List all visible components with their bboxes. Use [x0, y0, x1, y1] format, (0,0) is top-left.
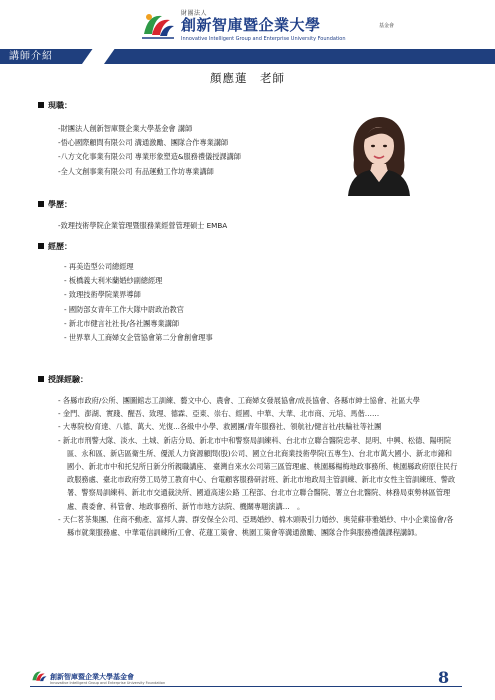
- org-english-name: Innovative Intelligent Group and Enterprise University Foundation: [181, 36, 346, 42]
- bullet-square-icon: [38, 102, 44, 108]
- list-item: - 板橋義大利米蘭婚紗副總經理: [64, 276, 163, 286]
- list-item: - 各縣市政府/公所、團圖館志工訓練、藝文中心、農會、工商婦女發展協會/成長協會、各縣市紳士協會、社區大學: [58, 396, 420, 405]
- page-number: 8: [438, 668, 450, 687]
- list-item: -悟心國際顧問有限公司 溝通激勵、團隊合作專業講師: [58, 138, 229, 148]
- list-item: - 國防部女青年工作大隊中尉政治教官: [64, 304, 184, 314]
- list-item: - 新北市刑警大隊、淡水、土城、新店分局、新北市中和警察局訓練科、台北市立聯合醫院忠孝、昆明、中興、松德、陽明院區、永和區、新店區衛生所、優派人力資源顧問(股)公司、國立台北商業技術學院(五專生)、台北市萬大國小、新北市錦和國小、新北市中和托兒所日新分所親職講座、 臺灣自來水公司第三區管理處、桃園縣楊梅地政事務所、桃園縣政府原住民行政服務處、臺北市政府勞工局勞工教育中心、台電顧客服務研討班、新北市地政局主管訓練、新北市女性主管訓練班、警政署、警察局訓練科、新北市交通裁決所、國道高速公路 工程部、台北市立聯合醫院、署立台北醫院、林務局東勢林區管理處、農委會、科管會、地政事務所、新竹市地方法院、機關專題演講… 。: [58, 435, 458, 511]
- org-suffix: 基金會: [379, 23, 395, 29]
- footer-org-english-name: Innovative Intelligent Group and Enterprise University Foundation: [50, 681, 166, 685]
- list-item: - 天仁茗茶集團、住商不動產、富邦人壽、群安保全公司、亞瑪婚紗、棉木頭吸引力婚紗、奧莞蘇菲雅婚紗、中小企業協會/各縣市就業服務處、中華電信訓練所/工會、花蓮工策會、桃園工策會等溝通激勵、團隊合作與服務禮儀課程講師。: [58, 514, 454, 538]
- current-heading: 現職：: [38, 100, 72, 111]
- instructor-photo: [340, 108, 418, 196]
- bullet-square-icon: [38, 201, 44, 207]
- page-header: [140, 6, 440, 46]
- list-item: - 致理技術學院業界導師: [64, 290, 141, 300]
- bullet-square-icon: [38, 376, 44, 382]
- list-item: - 新北市健言社社長/各社團專業講師: [64, 318, 180, 328]
- education-heading: 學歷：: [38, 199, 72, 210]
- list-item: - 金門、澎湖、實踐、醒吾、致理、德霖、亞東、崇右、經國、中華、大華、北市商、元培、馬偕……: [58, 409, 380, 419]
- instructor-name: 顏應蓮 老師: [210, 71, 285, 85]
- list-item: -八方文化事業有限公司 專業形象塑造&服務禮儀授課講師: [58, 152, 241, 162]
- org-name: 創新智庫暨企業大學: [181, 16, 321, 34]
- section-bar: [0, 49, 495, 64]
- portrait-image: [340, 108, 418, 196]
- teaching-list: [58, 394, 458, 539]
- section-title: 講師介紹: [9, 51, 53, 62]
- foundation-logo-icon: [30, 668, 48, 684]
- list-item: -全人文創事業有限公司 有品運動工作坊專業講師: [58, 166, 214, 176]
- list-item: - 世界華人工商婦女企管協會第二分會創會理事: [64, 333, 213, 343]
- list-item: - 再美造型公司總經理: [64, 262, 134, 271]
- list-item: -致理技術學院企業管理暨服務業經營管理碩士 EMBA: [58, 221, 228, 230]
- foundation-logo-icon: [140, 8, 176, 42]
- org-type-label: 財團法人: [181, 10, 208, 17]
- list-item: -財團法人創新智庫暨企業大學基金會 講師: [58, 124, 193, 133]
- current-list: [58, 122, 241, 179]
- footer-org-name: 創新智庫暨企業大學基金會: [50, 672, 134, 681]
- bullet-square-icon: [38, 243, 44, 249]
- experience-heading: 經歷：: [38, 241, 72, 252]
- list-item: - 大專院校/育達、八德、萬大、光復...各級中小學、救國團/青年服務社、領航社/健言社/扶輪社等社團: [58, 422, 382, 432]
- experience-list: [64, 260, 213, 345]
- footer-divider: [30, 686, 462, 687]
- teaching-heading: 授課經驗：: [38, 374, 88, 385]
- education-list: [58, 219, 227, 233]
